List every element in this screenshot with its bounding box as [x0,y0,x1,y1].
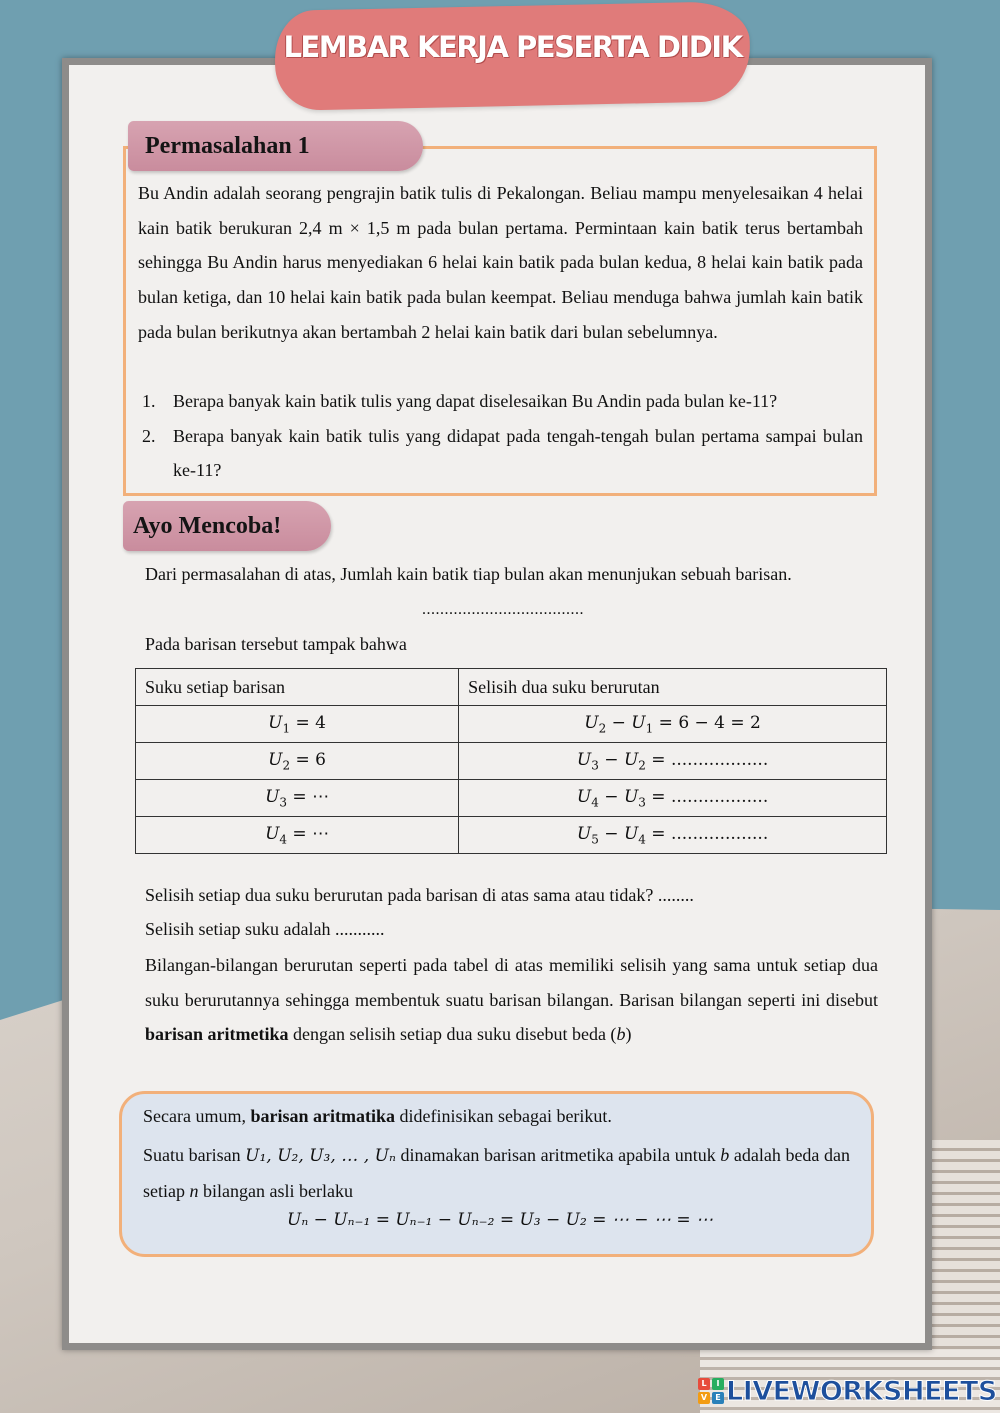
brand-text: LIVEWORKSHEETS [726,1375,997,1407]
difference-answer-line[interactable]: Selisih setiap suku adalah ........... [145,919,385,939]
term-cell: $U_2 = 6$ [136,743,459,780]
list-item [142,419,863,488]
term-cell: $U_1 = 4$ [136,706,459,743]
definition-heading: Secara umum, barisan aritmatika didefinisikan sebagai berikut. [143,1106,612,1126]
table-row [136,743,887,780]
question-text: Berapa banyak kain batik tulis yang dapat diselesaikan Bu Andin pada bulan ke-11? [173,391,778,411]
list-item [142,384,863,419]
table-row [136,817,887,854]
logo-icon: L I V E [698,1378,724,1404]
question-list [142,384,863,488]
difference-cell[interactable]: $U_4 - U_3$ = .................. [459,780,887,817]
explanation-paragraph: Bilangan-bilangan berurutan seperti pada tabel di atas memiliki selisih yang sama untuk setiap dua suku berurutannya sehingga membentuk suatu barisan bilangan. Barisan bilangan seperti ini disebut barisan aritmetika dengan selisih setiap dua suku disebut beda (b) [145,955,878,1045]
table-header-row [136,669,887,706]
question-number: 2. [142,425,156,446]
bold-term: barisan aritmetika [145,1024,289,1045]
difference-cell[interactable]: $U_5 - U_4$ = .................. [459,817,887,854]
term-cell[interactable]: $U_4$ = ⋯ [136,817,459,854]
term-cell[interactable]: $U_3$ = ⋯ [136,780,459,817]
table-row [136,706,887,743]
definition-equation: Uₙ − Uₙ₋₁ = Uₙ₋₁ − Uₙ₋₂ = U₃ − U₂ = ⋯ − ⋯ = ⋯ [287,1210,713,1230]
bold-term: barisan aritmatika [250,1106,395,1126]
table-header: Selisih dua suku berurutan [459,669,887,706]
table-intro: Pada barisan tersebut tampak bahwa [145,634,407,654]
problem-paragraph: Bu Andin adalah seorang pengrajin batik tulis di Pekalongan. Beliau mampu menyelesaikan 4 helai kain batik berukuran 2,4 m × 1,5 m pada bulan pertama. Permintaan kain batik terus bertambah sehingga Bu Andin harus menyediakan 6 helai kain batik pada bulan kedua, 8 helai kain batik pada bulan ketiga, dan 10 helai kain batik pada bulan keempat. Beliau menduga bahwa jumlah kain batik pada bulan berikutnya akan bertambah 2 helai kain batik dari bulan sebelumnya. [138,183,863,342]
table-row [136,780,887,817]
question-same-difference[interactable]: Selisih setiap dua suku berurutan pada barisan di atas sama atau tidak? ........ [145,885,694,905]
section-tag-ayo-mencoba: Ayo Mencoba! [123,501,331,551]
question-text: Berapa banyak kain batik tulis yang didapat pada tengah-tengah bulan pertama sampai bulan ke-11? [173,425,863,481]
sequence-table [135,668,887,854]
answer-blank[interactable]: .................................... [422,601,584,618]
page-title: LEMBAR KERJA PESERTA DIDIK [283,30,742,64]
difference-cell: $U_2 - U_1 = 6 - 4 = 2$ [459,706,887,743]
question-number: 1. [142,391,156,411]
sequence-notation: U₁, U₂, U₃, … , Uₙ [245,1146,396,1166]
definition-text: Suatu barisan U₁, U₂, U₃, … , Uₙ dinamakan barisan aritmetika apabila untuk b adalah beda dan setiap n bilangan asli berlaku [143,1145,850,1201]
intro-text: Dari permasalahan di atas, Jumlah kain batik tiap bulan akan menunjukan sebuah barisan. [145,564,792,584]
liveworksheets-logo [698,1374,997,1408]
section-tag-permasalahan: Permasalahan 1 [128,121,423,171]
table-header: Suku setiap barisan [136,669,459,706]
difference-cell[interactable]: $U_3 - U_2$ = .................. [459,743,887,780]
